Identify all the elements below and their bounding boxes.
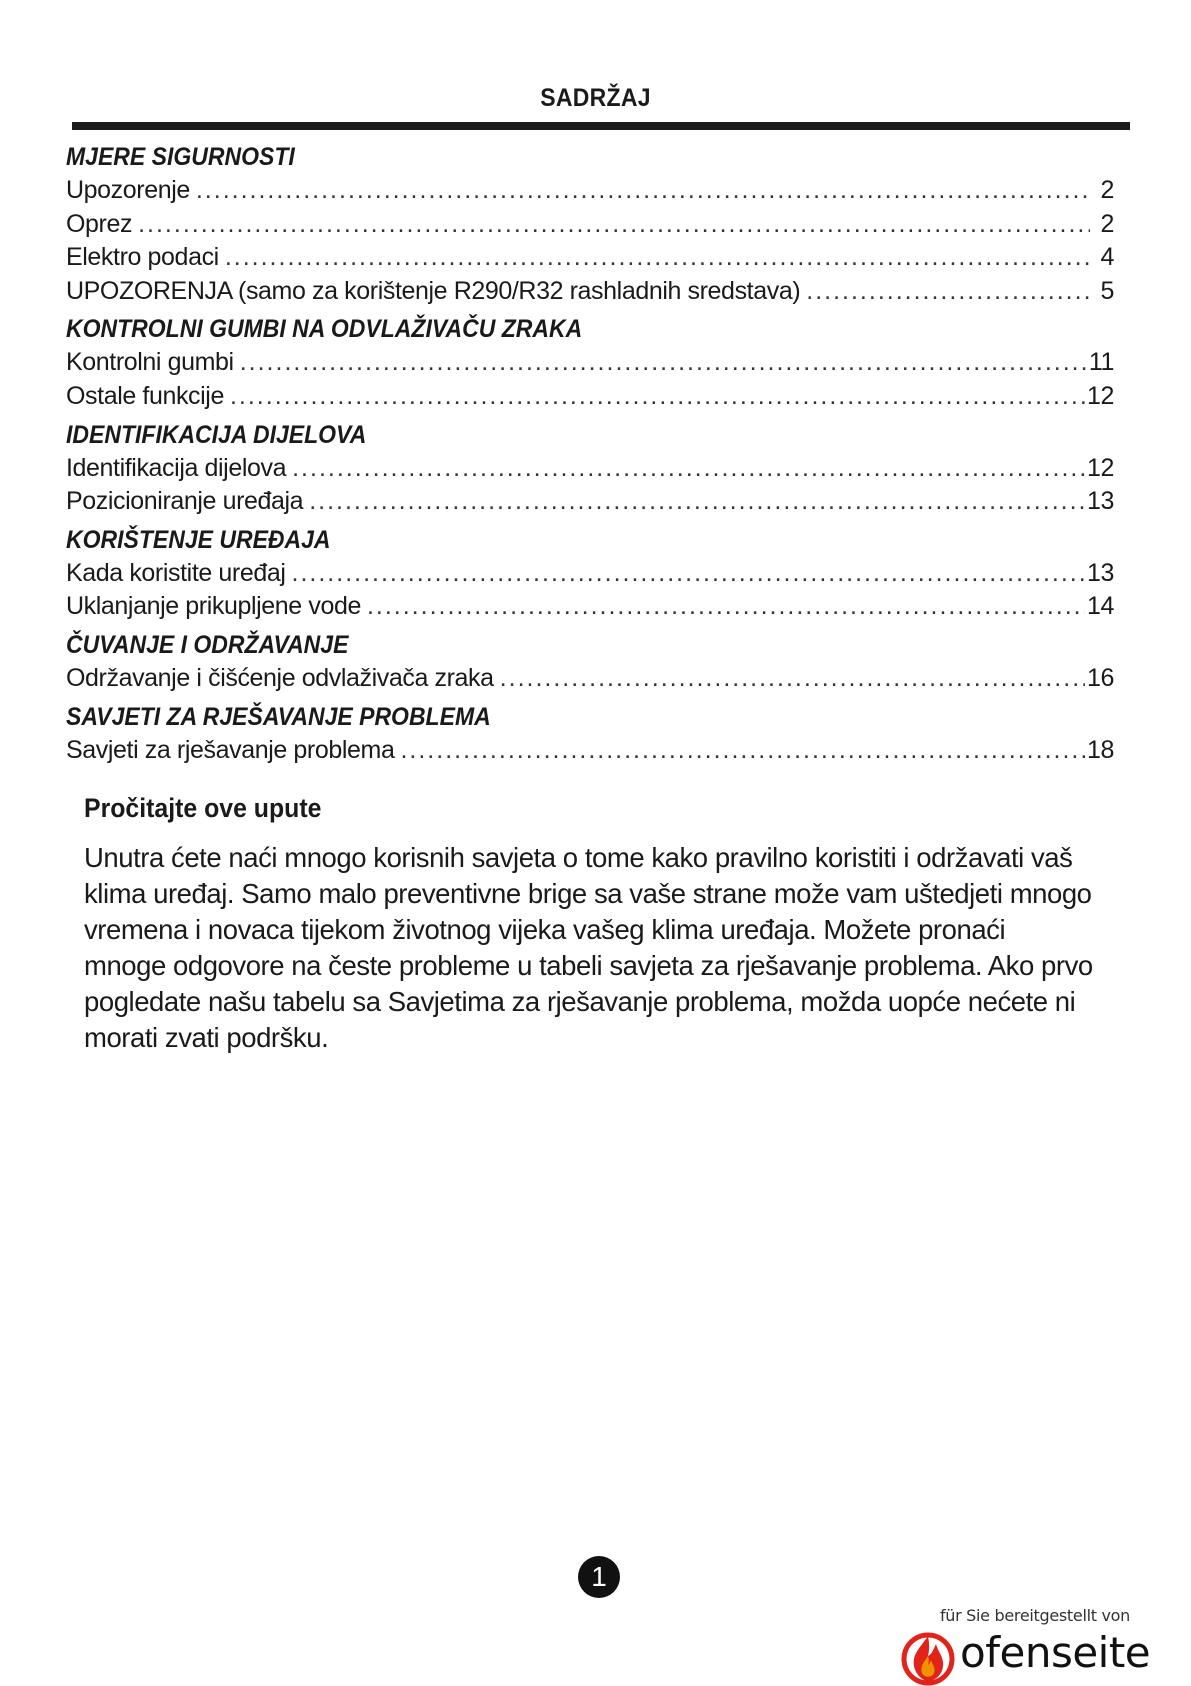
toc-entry-page: 14 bbox=[1086, 592, 1114, 621]
watermark bbox=[898, 1606, 1151, 1684]
toc-section bbox=[66, 700, 1114, 768]
toc-entry-page: 5 bbox=[1100, 276, 1114, 305]
toc-entry-page: 16 bbox=[1086, 663, 1114, 692]
toc-section bbox=[66, 628, 1114, 696]
toc-leader-dots bbox=[806, 275, 1090, 309]
table-of-contents bbox=[66, 140, 1114, 771]
toc-leader-dots bbox=[400, 734, 1085, 768]
toc-entry[interactable] bbox=[66, 734, 1114, 768]
toc-leader-dots bbox=[196, 174, 1090, 208]
toc-entry[interactable] bbox=[66, 662, 1114, 696]
toc-entry[interactable] bbox=[66, 174, 1114, 208]
toc-entry[interactable] bbox=[66, 485, 1114, 519]
toc-section bbox=[66, 523, 1114, 624]
intro-heading: Pročitajte ove upute bbox=[84, 793, 322, 823]
toc-entry[interactable] bbox=[66, 380, 1114, 414]
toc-section-heading: ČUVANJE I ODRŽAVANJE bbox=[66, 630, 349, 659]
toc-section-heading: KORIŠTENJE UREĐAJA bbox=[66, 525, 331, 554]
toc-leader-dots bbox=[138, 208, 1090, 242]
toc-entry-label: Ostale funkcije bbox=[66, 381, 224, 410]
intro-section bbox=[84, 793, 1094, 1056]
watermark-brand: ofenseite bbox=[960, 1628, 1151, 1677]
toc-section-heading: IDENTIFIKACIJA DIJELOVA bbox=[66, 420, 367, 449]
toc-leader-dots bbox=[309, 485, 1085, 519]
toc-section bbox=[66, 140, 1114, 308]
toc-entry-label: Elektro podaci bbox=[66, 243, 219, 272]
toc-leader-dots bbox=[292, 452, 1085, 486]
toc-entry-label: Oprez bbox=[66, 209, 133, 238]
toc-entry-label: Održavanje i čišćenje odvlaživača zraka bbox=[66, 663, 494, 692]
intro-paragraph: Unutra ćete naći mnogo korisnih savjeta o tome kako pravilno koristiti i održavati vaš klima uređaj. Samo malo preventivne brige sa vaše strane može vam uštedjeti mnogo vremena i novaca tijekom životnog vijeka vašeg klima uređaja. Možete pronaći mnoge odgovore na česte probleme u tabeli savjeta za rješavanje problema. Ako prvo pogledate našu tabelu sa Savjetima za rješavanje problema, možda uopće nećete ni morati zvati podršku. bbox=[84, 842, 1093, 1053]
toc-entry[interactable] bbox=[66, 590, 1114, 624]
toc-section bbox=[66, 418, 1114, 519]
toc-leader-dots bbox=[240, 346, 1087, 380]
toc-entry[interactable] bbox=[66, 275, 1114, 309]
toc-entry-label: Kada koristite uređaj bbox=[66, 558, 286, 587]
toc-leader-dots bbox=[367, 590, 1085, 624]
watermark-caption: für Sie bereitgestellt von bbox=[939, 1606, 1130, 1625]
toc-entry-label: UPOZORENJA (samo za korištenje R290/R32 rashladnih sredstava) bbox=[66, 276, 801, 305]
toc-entry-page: 13 bbox=[1086, 558, 1114, 587]
toc-entry-page: 2 bbox=[1100, 209, 1114, 238]
toc-entry-page: 12 bbox=[1086, 453, 1114, 482]
toc-section bbox=[66, 312, 1114, 413]
toc-entry-label: Uklanjanje prikupljene vode bbox=[66, 592, 361, 621]
toc-entry-label: Identifikacija dijelova bbox=[66, 453, 287, 482]
toc-leader-dots bbox=[292, 557, 1085, 591]
toc-entry[interactable] bbox=[66, 557, 1114, 591]
toc-section-heading: KONTROLNI GUMBI NA ODVLAŽIVAČU ZRAKA bbox=[66, 315, 583, 344]
toc-leader-dots bbox=[230, 380, 1085, 414]
toc-entry[interactable] bbox=[66, 452, 1114, 486]
toc-leader-dots bbox=[500, 662, 1085, 696]
header-rule bbox=[72, 122, 1130, 130]
toc-entry-label: Pozicioniranje uređaja bbox=[66, 487, 304, 516]
toc-entry-page: 12 bbox=[1086, 381, 1114, 410]
toc-entry[interactable] bbox=[66, 241, 1114, 275]
toc-entry-label: Kontrolni gumbi bbox=[66, 348, 234, 377]
flame-logo-icon bbox=[898, 1628, 958, 1686]
toc-leader-dots bbox=[225, 241, 1090, 275]
toc-entry-page: 18 bbox=[1086, 735, 1114, 764]
toc-entry-label: Upozorenje bbox=[66, 176, 190, 204]
toc-entry-page: 13 bbox=[1086, 487, 1114, 516]
toc-section-heading: SAVJETI ZA RJEŠAVANJE PROBLEMA bbox=[66, 702, 491, 731]
toc-entry-label: Savjeti za rješavanje problema bbox=[66, 735, 395, 764]
toc-entry[interactable] bbox=[66, 346, 1114, 380]
toc-entry-page: 11 bbox=[1088, 348, 1114, 377]
page-title: SADRŽAJ bbox=[540, 84, 651, 112]
toc-entry-page: 2 bbox=[1100, 176, 1114, 204]
toc-entry[interactable] bbox=[66, 208, 1114, 242]
page-number-badge: 1 bbox=[578, 1556, 620, 1598]
toc-section-heading: MJERE SIGURNOSTI bbox=[66, 143, 295, 171]
toc-entry-page: 4 bbox=[1100, 243, 1114, 272]
